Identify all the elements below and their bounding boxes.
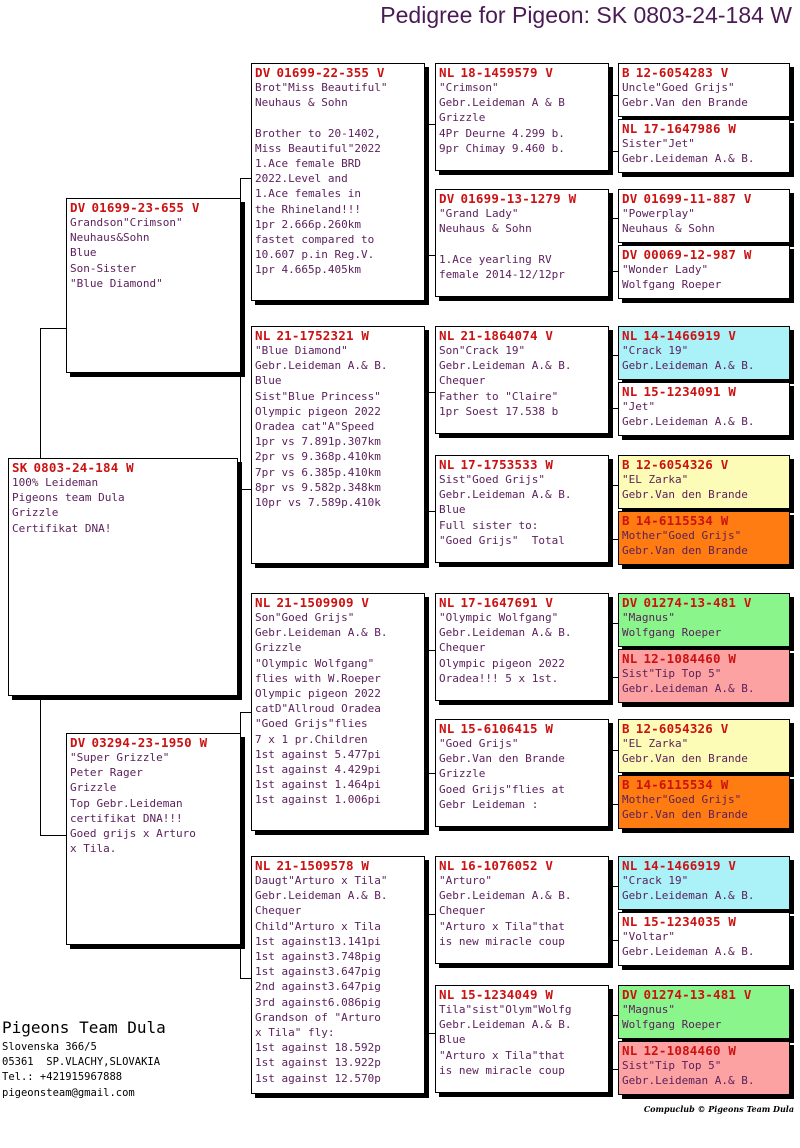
pigeon-card-g1[interactable] — [618, 63, 790, 117]
software-credit: Compuclub © Pigeons Team Dula — [643, 1104, 794, 1114]
pigeon-notes: "Super Grizzle" Peter Rager Grizzle Top Gebr.Leideman certifikat DNA!!! Goed grijs x Arturo x Tila. — [70, 751, 196, 856]
pigeon-notes: Sist"Goed Grijs" Gebr.Leideman A.& B. Blue Full sister to: "Goed Grijs" Total — [439, 473, 572, 547]
pigeon-notes: "Blue Diamond" Gebr.Leideman A.& B. Blue Sist"Blue Princess" Olympic pigeon 2022 Oradea cat"A"Speed 1pr vs 7.891p.307km 2pr vs 9.368p.410km 7pr vs 6.385p.410km 8pr vs 9.582p.348km 10pr vs 7.589p.410k — [255, 344, 388, 510]
pigeon-card-g14[interactable] — [618, 912, 790, 966]
ring-number: 14-6115534 W — [635, 513, 729, 528]
ring-number: 18-1459579 V — [460, 65, 554, 80]
ring-number: 17-1647986 W — [643, 121, 737, 136]
country-prefix: DV — [439, 191, 455, 206]
ring-number: 12-6054283 V — [635, 65, 729, 80]
country-prefix: SK — [12, 460, 28, 475]
pigeon-notes: "Magnus" Wolfgang Roeper — [622, 1003, 722, 1032]
country-prefix: NL — [622, 858, 638, 873]
pigeon-card-ss[interactable] — [251, 63, 425, 301]
pigeon-card-ds[interactable] — [251, 593, 425, 831]
country-prefix: NL — [622, 121, 638, 136]
ring-number: 12-1084460 W — [643, 651, 737, 666]
pigeon-notes: "Magnus" Wolfgang Roeper — [622, 611, 722, 640]
pigeon-card-dss[interactable] — [435, 593, 609, 701]
ring-number: 01699-11-887 V — [643, 191, 752, 206]
ring-number: 01274-13-481 V — [643, 595, 752, 610]
pigeon-card-g6[interactable] — [618, 382, 790, 436]
country-prefix: NL — [622, 1043, 638, 1058]
connector-bracket — [240, 178, 251, 490]
country-prefix: B — [622, 65, 630, 80]
connector-line — [40, 697, 41, 835]
pigeon-card-sdd[interactable] — [435, 455, 609, 563]
pigeon-card-ddd[interactable] — [435, 985, 609, 1093]
pigeon-card-dsd[interactable] — [435, 719, 609, 827]
ring-number: 16-1076052 V — [460, 858, 554, 873]
pigeon-card-dd[interactable] — [251, 856, 425, 1094]
pigeon-notes: "Voltar" Gebr.Leideman A.& B. — [622, 930, 755, 959]
connector-bracket — [424, 392, 435, 512]
pigeon-notes: "Jet" Gebr.Leideman A.& B. — [622, 400, 755, 429]
pigeon-card-dds[interactable] — [435, 856, 609, 964]
breeder-contact: Slovenska 366/5 05361 SP.VLACHY,SLOVAKIA Tel.: +421915967888 pigeonsteam@gmail.com — [2, 1041, 161, 1099]
pigeon-card-sire[interactable] — [66, 198, 241, 373]
pigeon-notes: Mother"Goed Grijs" Gebr.Van den Brande — [622, 793, 748, 822]
pigeon-card-g9[interactable] — [618, 593, 790, 647]
pigeon-notes: "Powerplay" Neuhaus & Sohn — [622, 207, 715, 236]
page-title: Pedigree for Pigeon: SK 0803-24-184 W — [380, 2, 792, 28]
ring-number: 01274-13-481 V — [643, 987, 752, 1002]
pigeon-card-sd[interactable] — [251, 326, 425, 564]
country-prefix: DV — [622, 191, 638, 206]
pigeon-card-sds[interactable] — [435, 326, 609, 434]
connector-bracket — [240, 712, 251, 979]
pigeon-notes: Sist"Tip Top 5" Gebr.Leideman A.& B. — [622, 667, 755, 696]
pigeon-card-g5[interactable] — [618, 326, 790, 380]
pigeon-card-g13[interactable] — [618, 856, 790, 910]
ring-number: 14-1466919 V — [643, 858, 737, 873]
ring-number: 17-1753533 W — [460, 457, 554, 472]
pigeon-notes: Uncle"Goed Grijs" Gebr.Van den Brande — [622, 81, 748, 110]
connector-line — [40, 328, 68, 329]
country-prefix: DV — [70, 735, 86, 750]
pigeon-notes: Mother"Goed Grijs" Gebr.Van den Brande — [622, 529, 748, 558]
country-prefix: NL — [439, 858, 455, 873]
country-prefix: B — [622, 777, 630, 792]
ring-number: 15-1234035 W — [643, 914, 737, 929]
ring-number: 21-1864074 V — [460, 328, 554, 343]
ring-number: 15-1234091 W — [643, 384, 737, 399]
pigeon-notes: Brot"Miss Beautiful" Neuhaus & Sohn Brother to 20-1402, Miss Beautiful"2022 1.Ace female BRD 2022.Level and 1.Ace females in the Rhineland!!! 1pr 2.666p.260km fastet compared to 10.607 p.in Reg.V. 1pr 4.665p.405km — [255, 81, 388, 277]
pigeon-notes: "Grand Lady" Neuhaus & Sohn 1.Ace yearling RV female 2014-12/12pr — [439, 207, 565, 281]
ring-number: 15-1234049 W — [460, 987, 554, 1002]
country-prefix: DV — [70, 200, 86, 215]
pigeon-notes: "EL Zarka" Gebr.Van den Brande — [622, 473, 748, 502]
pigeon-notes: "Wonder Lady" Wolfgang Roeper — [622, 263, 722, 292]
pigeon-card-g15[interactable] — [618, 985, 790, 1039]
pigeon-card-g7[interactable] — [618, 455, 790, 509]
country-prefix: NL — [622, 384, 638, 399]
pigeon-notes: "EL Zarka" Gebr.Van den Brande — [622, 737, 748, 766]
country-prefix: NL — [439, 65, 455, 80]
country-prefix: B — [622, 457, 630, 472]
connector-line — [40, 835, 68, 836]
ring-number: 21-1509909 V — [276, 595, 370, 610]
ring-number: 12-6054326 V — [635, 457, 729, 472]
breeder-name: Pigeons Team Dula — [2, 1018, 166, 1037]
ring-number: 14-1466919 V — [643, 328, 737, 343]
ring-number: 01699-22-355 V — [276, 65, 385, 80]
ring-number: 0803-24-184 W — [33, 460, 134, 475]
country-prefix: DV — [622, 987, 638, 1002]
pigeon-notes: Sister"Jet" Gebr.Leideman A.& B. — [622, 137, 755, 166]
pigeon-card-g16[interactable] — [618, 1041, 790, 1095]
pigeon-card-dam[interactable] — [66, 733, 241, 945]
ring-number: 01699-23-655 V — [91, 200, 200, 215]
pigeon-notes: "Crack 19" Gebr.Leideman A.& B. — [622, 344, 755, 373]
country-prefix: NL — [439, 328, 455, 343]
pigeon-card-g11[interactable] — [618, 719, 790, 773]
ring-number: 21-1752321 W — [276, 328, 370, 343]
country-prefix: NL — [622, 328, 638, 343]
connector-line — [40, 328, 41, 463]
country-prefix: DV — [622, 247, 638, 262]
country-prefix: NL — [255, 858, 271, 873]
country-prefix: NL — [255, 328, 271, 343]
pigeon-card-g8[interactable] — [618, 511, 790, 565]
pigeon-notes: "Goed Grijs" Gebr.Van den Brande Grizzle Goed Grijs"flies at Gebr Leideman : — [439, 737, 565, 811]
pigeon-notes: "Crack 19" Gebr.Leideman A.& B. — [622, 874, 755, 903]
pigeon-notes: 100% Leideman Pigeons team Dula Grizzle Certifikat DNA! — [12, 476, 125, 535]
pigeon-card-ssd[interactable] — [435, 189, 609, 297]
connector-bracket — [424, 124, 435, 256]
pigeon-notes: "Crimson" Gebr.Leideman A & B Grizzle 4Pr Deurne 4.299 b. 9pr Chimay 9.460 b. — [439, 81, 565, 155]
country-prefix: B — [622, 513, 630, 528]
country-prefix: NL — [622, 651, 638, 666]
country-prefix: NL — [439, 721, 455, 736]
pigeon-card-subject[interactable] — [8, 458, 238, 696]
ring-number: 21-1509578 W — [276, 858, 370, 873]
ring-number: 12-1084460 W — [643, 1043, 737, 1058]
country-prefix: NL — [439, 987, 455, 1002]
connector-bracket — [424, 914, 435, 1034]
country-prefix: NL — [439, 457, 455, 472]
pigeon-notes: Son"Goed Grijs" Gebr.Leideman A.& B. Grizzle "Olympic Wolfgang" flies with W.Roeper Olympic pigeon 2022 catD"Allroud Oradea "Goed Grijs"flies 7 x 1 pr.Children 1st against 5.477pi 1st against 4.429pi 1st against 1.464pi 1st against 1.006pi — [255, 611, 388, 807]
pigeon-notes: Son"Crack 19" Gebr.Leideman A.& B. Chequer Father to "Claire" 1pr Soest 17.538 b — [439, 344, 572, 418]
pigeon-notes: Sist"Tip Top 5" Gebr.Leideman A.& B. — [622, 1059, 755, 1088]
country-prefix: NL — [255, 595, 271, 610]
ring-number: 03294-23-1950 W — [91, 735, 208, 750]
pigeon-card-g3[interactable] — [618, 189, 790, 243]
ring-number: 01699-13-1279 W — [460, 191, 577, 206]
pigeon-card-g2[interactable] — [618, 119, 790, 173]
pigeon-notes: Tila"sist"Olym"Wolfg Gebr.Leideman A.& B. Blue "Arturo x Tila"that is new miracle coup — [439, 1003, 572, 1077]
pigeon-notes: Daugt"Arturo x Tila" Gebr.Leideman A.& B. Chequer Child"Arturo x Tila 1st against13.141pi 1st against3.748pig 1st against3.647pig 2nd against3.647pig 3rd against6.086pig Grandson of "Arturo x Tila" fly: 1st against 18.592p 1st against 13.922p 1st against 12.570p — [255, 874, 388, 1085]
connector-bracket — [424, 650, 435, 774]
pigeon-card-g10[interactable] — [618, 649, 790, 703]
country-prefix: NL — [439, 595, 455, 610]
pigeon-notes: "Olympic Wolfgang" Gebr.Leideman A.& B. Chequer Olympic pigeon 2022 Oradea!!! 5 x 1st. — [439, 611, 572, 685]
country-prefix: B — [622, 721, 630, 736]
ring-number: 14-6115534 W — [635, 777, 729, 792]
country-prefix: DV — [622, 595, 638, 610]
pigeon-card-sss[interactable] — [435, 63, 609, 171]
country-prefix: NL — [622, 914, 638, 929]
ring-number: 00069-12-987 W — [643, 247, 752, 262]
pigeon-card-g4[interactable] — [618, 245, 790, 299]
pigeon-notes: Grandson"Crimson" Neuhaus&Sohn Blue Son-Sister "Blue Diamond" — [70, 216, 183, 290]
ring-number: 17-1647691 V — [460, 595, 554, 610]
ring-number: 12-6054326 V — [635, 721, 729, 736]
pigeon-notes: "Arturo" Gebr.Leideman A.& B. Chequer "Arturo x Tila"that is new miracle coup — [439, 874, 572, 948]
ring-number: 15-6106415 W — [460, 721, 554, 736]
pigeon-card-g12[interactable] — [618, 775, 790, 829]
country-prefix: DV — [255, 65, 271, 80]
